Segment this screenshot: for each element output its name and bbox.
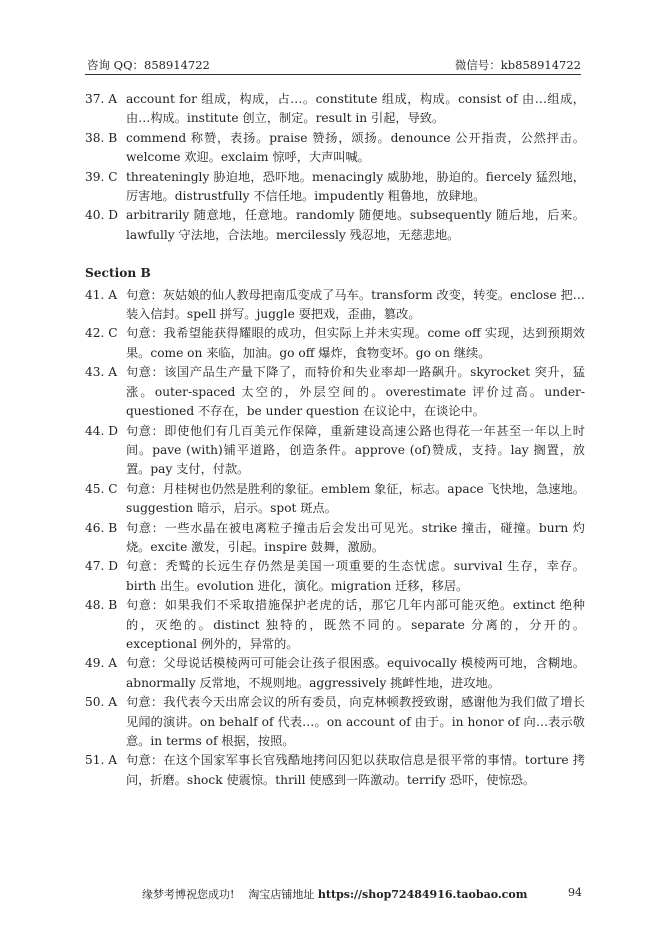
answer-item (85, 519, 585, 558)
answer-item (85, 90, 585, 129)
answer-explanation: 句意：如果我们不采取措施保护老虎的话，那它几年内部可能灭绝。extinct 绝种的，灭绝的。distinct 独特的，既然不同的。separate 分离的，分开的。exceptional 例外的，异常的。 (126, 598, 585, 651)
answer-item (85, 557, 585, 596)
answer-number: 37. A (85, 92, 118, 106)
answer-explanation: 句意：父母说话模棱两可可能会让孩子很困惑。equivocally 模棱两可地，含糊地。abnormally 反常地，不规则地。aggressively 挑衅性地，进攻地。 (126, 656, 585, 690)
answer-number: 46. B (85, 520, 118, 535)
section-a-items (85, 90, 585, 245)
answer-item (85, 129, 585, 168)
answer-explanation: commend 称赞，表扬。praise 赞扬，颂扬。denounce 公开指责，公然抨击。welcome 欢迎。exclaim 惊呼，大声叫喊。 (126, 130, 585, 165)
answer-explanation: 句意：该国产品生产量下降了，而特价和失业率却一路飙升。skyrocket 突升，猛涨。outer-spaced 太空的，外层空间的。overestimate 评价过高。under-questioned 不存在，be under question 在议论中，在谈论中。 (126, 365, 585, 419)
answer-number: 39. C (85, 169, 118, 184)
answer-item (85, 286, 585, 325)
answer-explanation: 句意：月桂树也仍然是胜利的象征。emblem 象征，标志。apace 飞快地，急速地。suggestion 暗示，启示。spot 斑点。 (126, 481, 585, 516)
answer-item (85, 168, 585, 207)
answer-item (85, 596, 585, 654)
footer-shop-label: 淘宝店铺地址 (248, 888, 315, 901)
answer-item (85, 206, 585, 245)
answer-explanation: 句意：一些水晶在被电离粒子撞击后会发出可见光。strike 撞击，碰撞。burn 灼烧。excite 激发，引起。inspire 鼓舞，激励。 (126, 520, 585, 554)
answer-item (85, 654, 585, 693)
answer-explanation: 句意：灰姑娘的仙人教母把南瓜变成了马车。transform 改变，转变。enclose 把…装入信封。spell 拼写。juggle 耍把戏，歪曲，篡改。 (126, 287, 585, 322)
answer-explanation: 句意：即使他们有几百美元作保障，重新建设高速公路也得花一年甚至一年以上时间。pave (with)铺平道路，创造条件。approve (of)赞成，支持。lay 搁置，放置。pay 支付，付款。 (126, 423, 585, 477)
answer-item (85, 693, 585, 751)
answer-number: 41. A (85, 287, 118, 302)
answer-number: 48. B (85, 598, 118, 613)
answer-item (85, 480, 585, 519)
footer-slogan: 缘梦考博祝您成功! (142, 888, 235, 901)
answer-number: 49. A (85, 656, 118, 671)
page-number: 94 (568, 886, 582, 899)
section-b-title: Section B (85, 266, 151, 281)
watermark: · (357, 83, 425, 150)
answer-explanation: 句意：在这个国家军事长官残酷地拷问囚犯以获取信息是很平常的事情。torture 拷问，折磨。shock 使震惊。thrill 使感到一阵激动。terrify 恐吓，使惊恐。 (126, 753, 585, 787)
answer-number: 51. A (85, 753, 118, 768)
answer-item (85, 751, 585, 790)
header-wechat: 微信号：kb858914722 (454, 58, 581, 72)
page-header (85, 54, 581, 75)
answer-item (85, 422, 585, 480)
answer-number: 40. D (85, 208, 119, 223)
answer-explanation: account for 组成，构成，占…。constitute 组成，构成。consist of 由…组成，由…构成。institute 创立，制定。result in 引起，导致。 (126, 92, 585, 126)
answer-explanation: arbitrarily 随意地，任意地。randomly 随便地。subsequently 随后地，后来。lawfully 守法地，合法地。mercilessly 残忍地，无慈悲地。 (126, 208, 585, 242)
answer-number: 38. B (85, 130, 118, 145)
answer-number: 44. D (85, 423, 119, 438)
answer-item (85, 363, 585, 421)
answer-number: 42. C (85, 326, 118, 341)
answer-explanation: 句意：我希望能获得耀眼的成功，但实际上并未实现。come off 实现，达到预期效果。come on 来临，加油。go off 爆炸，食物变坏。go on 继续。 (126, 326, 585, 360)
footer-shop-url[interactable]: https://shop72484916.taobao.com (317, 888, 528, 901)
answer-item (85, 324, 585, 363)
footer-center (142, 886, 527, 902)
answer-explanation: 句意：秃鹫的长远生存仍然是美国一项重要的生态忧虑。survival 生存，幸存。birth 出生。evolution 进化，演化。migration 迁移，移居。 (126, 559, 585, 593)
answer-number: 47. D (85, 559, 119, 574)
answer-number: 45. C (85, 481, 118, 496)
answer-explanation: 句意：我代表今天出席会议的所有委员，向克林顿教授致谢，感谢他为我们做了增长见闻的演讲。on behalf of 代表…。on account of 由于。in honor of 向…表示敬意。in terms of 根据，按照。 (126, 695, 585, 748)
answer-number: 43. A (85, 365, 118, 380)
answer-number: 50. A (85, 695, 118, 710)
header-qq: 咨询 QQ：858914722 (87, 58, 210, 72)
answer-explanation: threateningly 胁迫地，恐吓地。menacingly 威胁地，胁迫的。fiercely 猛烈地，厉害地。distrustfully 不信任地。impudently 粗鲁地，放肆地。 (126, 169, 585, 204)
answer-explanations (85, 90, 585, 790)
section-b-items (85, 286, 585, 791)
